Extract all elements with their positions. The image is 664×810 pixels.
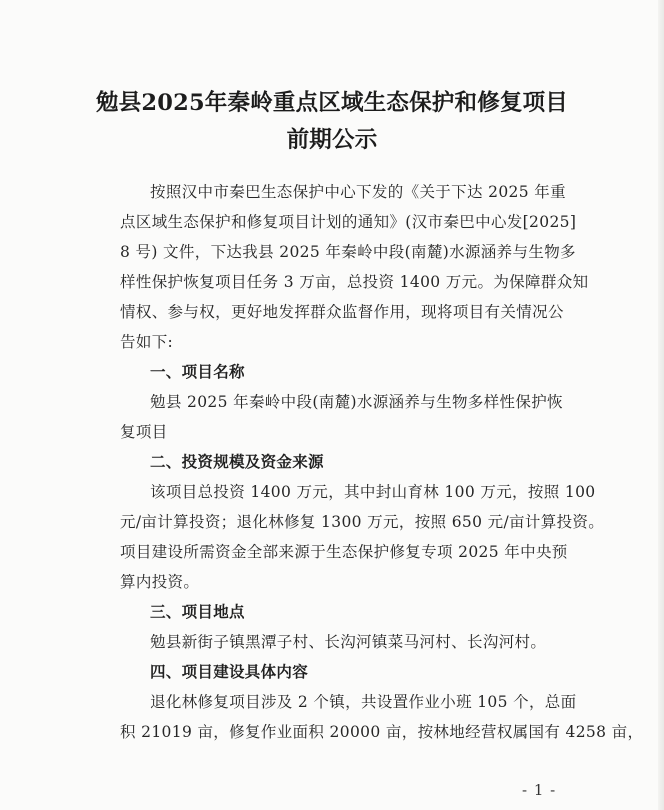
section-2-line-1: 该项目总投资 1400 万元，其中封山育林 100 万元，按照 100	[150, 483, 596, 501]
intro-line-5: 情权、参与权，更好地发挥群众监督作用，现将项目有关情况公	[120, 303, 564, 321]
section-3-line-1: 勉县新街子镇黑潭子村、长沟河镇菜马河村、长沟河村。	[150, 633, 547, 651]
intro-line-2: 点区域生态保护和修复项目计划的通知》(汉市秦巴中心发[2025]	[120, 213, 577, 231]
section-2-line-2: 元/亩计算投资；退化林修复 1300 万元，按照 650 元/亩计算投资。	[120, 513, 605, 531]
section-2-line-3: 项目建设所需资金全部来源于生态保护修复专项 2025 年中央预	[120, 543, 568, 561]
intro-line-4: 样性保护恢复项目任务 3 万亩，总投资 1400 万元。为保障群众知	[120, 273, 589, 291]
section-heading-location: 三、项目地点	[150, 603, 245, 621]
section-heading-investment: 二、投资规模及资金来源	[150, 453, 324, 471]
intro-line-6: 告如下:	[120, 333, 174, 351]
page-number: - 1 -	[522, 781, 557, 799]
section-2-line-4: 算内投资。	[120, 573, 200, 591]
section-1-line-2: 复项目	[120, 423, 168, 441]
document-title-line-1: 勉县2025年秦岭重点区域生态保护和修复项目	[95, 90, 569, 116]
document-title-line-2: 前期公示	[286, 127, 378, 153]
section-heading-construction-content: 四、项目建设具体内容	[150, 663, 309, 681]
section-4-line-1: 退化林修复项目涉及 2 个镇，共设置作业小班 105 个，总面	[150, 693, 577, 711]
intro-line-1: 按照汉中市秦巴生态保护中心下发的《关于下达 2025 年重	[150, 183, 566, 201]
section-1-line-1: 勉县 2025 年秦岭中段(南麓)水源涵养与生物多样性保护恢	[150, 393, 563, 411]
section-4-line-2: 积 21019 亩，修复作业面积 20000 亩，按林地经营权属国有 4258 亩，	[120, 723, 644, 741]
section-heading-project-name: 一、项目名称	[150, 363, 245, 381]
intro-line-3: 8 号) 文件，下达我县 2025 年秦岭中段(南麓)水源涵养与生物多	[120, 243, 576, 261]
